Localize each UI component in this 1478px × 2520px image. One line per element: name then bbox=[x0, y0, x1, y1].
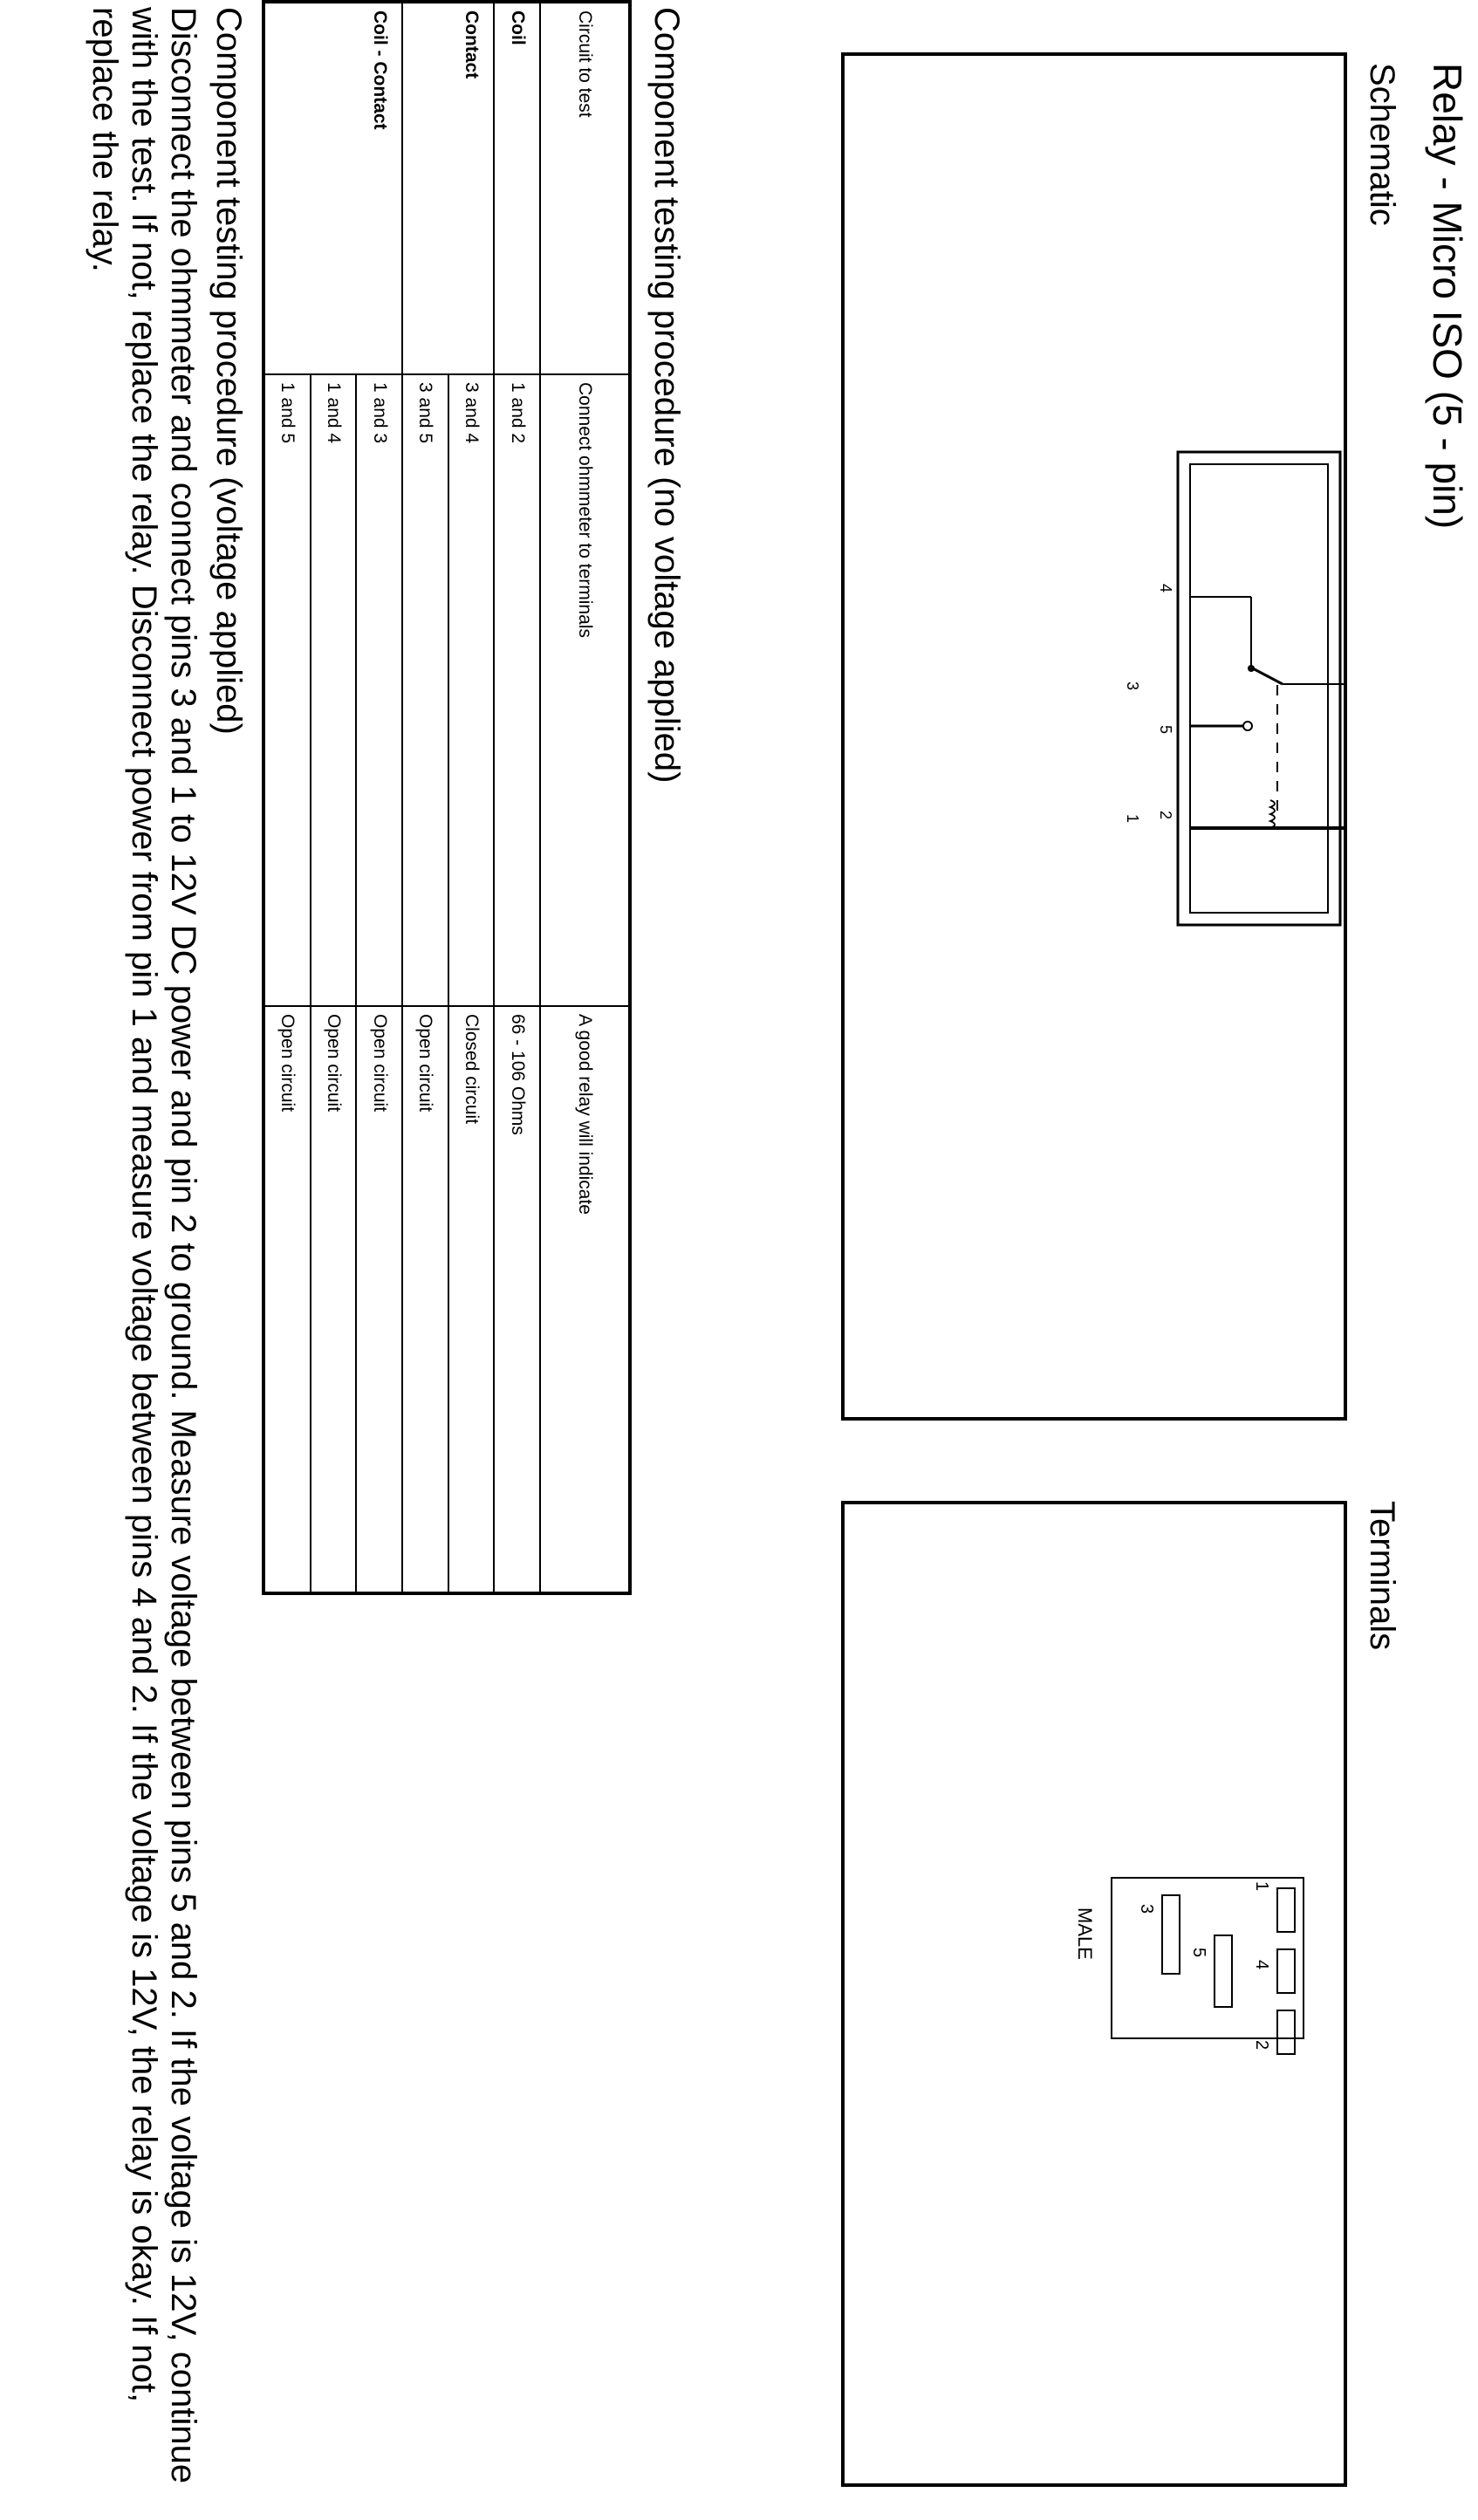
relay-housing-outer bbox=[1178, 452, 1340, 925]
no-contact-terminal bbox=[1243, 722, 1252, 730]
schematic-pin-4: 4 bbox=[1157, 583, 1174, 593]
terminal-blade-4 bbox=[1277, 1949, 1295, 1993]
table-cell-terminals: 3 and 5 bbox=[403, 373, 449, 1005]
terminal-pin-5: 5 bbox=[1189, 1948, 1208, 1958]
resistance-test-table bbox=[262, 0, 632, 1595]
relay-schematic-diagram bbox=[845, 56, 1344, 1417]
page-title: Relay - Micro ISO (5 - pin) bbox=[1425, 63, 1470, 530]
table-cell-circuit bbox=[311, 3, 358, 373]
schematic-pin-3: 3 bbox=[1124, 681, 1141, 691]
table-cell-result: Open circuit bbox=[311, 1005, 358, 1592]
table-cell-circuit: Contact bbox=[449, 3, 496, 373]
schematic-label: Schematic bbox=[1363, 63, 1401, 226]
terminal-blade-2 bbox=[1277, 2010, 1295, 2054]
schematic-pin-2: 2 bbox=[1157, 810, 1174, 820]
no-voltage-procedure-heading: Component testing procedure (no voltage applied) bbox=[647, 7, 686, 784]
coil-winding bbox=[1270, 800, 1275, 828]
table-cell-circuit: Coil bbox=[495, 3, 541, 373]
table-cell-terminals: 1 and 3 bbox=[357, 373, 403, 1005]
table-cell-result: Open circuit bbox=[357, 1005, 403, 1592]
table-header-circuit: Circuit to test bbox=[575, 10, 595, 118]
table-cell-terminals: 1 and 2 bbox=[495, 373, 541, 1005]
terminal-blade-5 bbox=[1215, 1935, 1232, 2007]
terminal-blade-1 bbox=[1277, 1888, 1295, 1932]
table-cell-terminals: 1 and 4 bbox=[311, 373, 358, 1005]
table-cell-terminals: 3 and 4 bbox=[449, 373, 496, 1005]
terminal-pin-4: 4 bbox=[1252, 1960, 1271, 1970]
table-header-terminals: Connect ohmmeter to terminals bbox=[541, 373, 628, 1005]
table-cell-circuit bbox=[403, 3, 449, 373]
terminal-pin-3: 3 bbox=[1137, 1904, 1156, 1914]
table-cell-result: Closed circuit bbox=[449, 1005, 496, 1592]
schematic-panel bbox=[841, 52, 1347, 1421]
terminal-blade-3 bbox=[1162, 1895, 1180, 1974]
table-header-result: A good relay will indicate bbox=[541, 1005, 628, 1592]
terminals-label: Terminals bbox=[1363, 1501, 1401, 1651]
table-cell-terminals: 1 and 5 bbox=[265, 373, 311, 1005]
table-cell-result: 66 - 106 Ohms bbox=[495, 1005, 541, 1592]
voltage-procedure-text: Disconnect the ohmmeter and connect pins 3 and 1 to 12V DC power and pin 2 to ground. Measure voltage between pins 5 and 2. If the voltage is 12V, continue with the test. If not, replace the relay. Disconnect power from pin 1 and measure voltage between pins 4 and 2. If the voltage is 12V, the relay is okay. If not, replace the relay. bbox=[85, 7, 202, 2484]
relay-terminal-diagram bbox=[845, 1504, 1344, 2483]
voltage-procedure-heading: Component testing procedure (voltage applied) bbox=[209, 7, 248, 735]
terminals-panel bbox=[841, 1501, 1347, 2487]
table-cell-result: Open circuit bbox=[403, 1005, 449, 1592]
connector-gender-label: MALE bbox=[1074, 1907, 1096, 1960]
schematic-pin-5: 5 bbox=[1157, 724, 1174, 735]
schematic-pin-1: 1 bbox=[1124, 813, 1141, 824]
terminal-pin-1: 1 bbox=[1252, 1881, 1271, 1892]
table-cell-circuit: Coil - Contact bbox=[357, 3, 403, 373]
terminal-pin-2: 2 bbox=[1252, 2040, 1271, 2051]
table-cell-circuit bbox=[265, 3, 311, 373]
relay-housing-inner bbox=[1190, 464, 1328, 913]
table-cell-result: Open circuit bbox=[265, 1005, 311, 1592]
connector-outline bbox=[1112, 1878, 1304, 2038]
